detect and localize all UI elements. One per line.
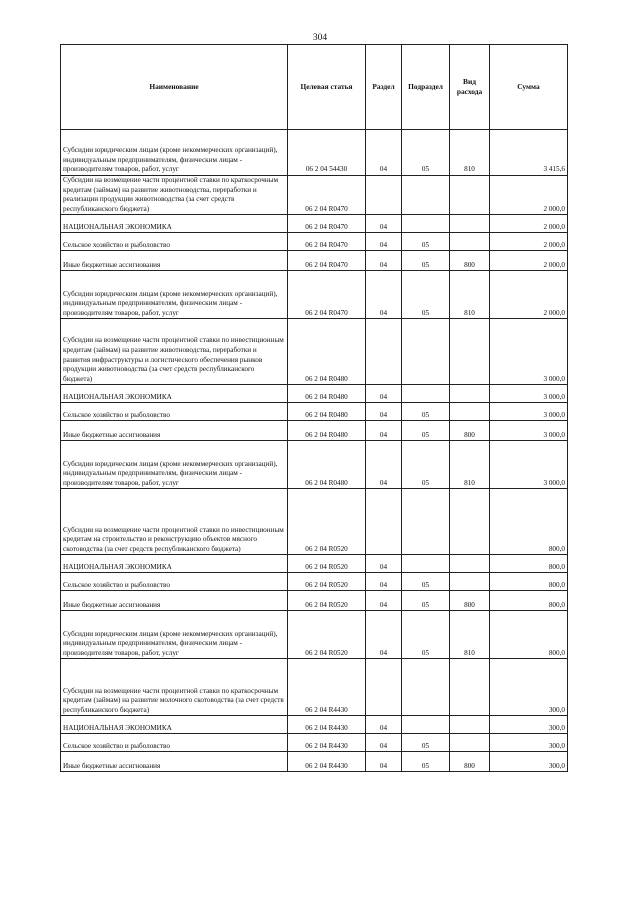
row-subsection [402, 716, 450, 734]
row-amount: 2 000,0 [490, 271, 568, 319]
table-row [61, 176, 568, 215]
table-row [61, 441, 568, 489]
row-name: Сельское хозяйство и рыболовство [61, 403, 288, 421]
row-expense-type [450, 716, 490, 734]
row-section: 04 [366, 734, 402, 752]
row-target: 06 2 04 R0520 [288, 555, 366, 573]
row-subsection [402, 659, 450, 716]
row-section: 04 [366, 271, 402, 319]
table-row [61, 659, 568, 716]
row-subsection: 05 [402, 130, 450, 176]
header-name: Наименование [61, 45, 288, 130]
row-name: Субсидии юридическим лицам (кроме некоммерческих организаций), индивидуальным предпринимателям, физическим лицам - производителям товаров, работ, услуг [61, 271, 288, 319]
row-subsection: 05 [402, 752, 450, 772]
row-name: Субсидии на возмещение части процентной ставки по краткосрочным кредитам (займам) на развитие животноводства, переработки и реализации продукции животноводства (за счет средств республиканского бюджета) [61, 176, 288, 215]
table-row [61, 271, 568, 319]
row-subsection [402, 555, 450, 573]
budget-table [60, 44, 568, 772]
row-section: 04 [366, 251, 402, 271]
row-subsection: 05 [402, 421, 450, 441]
page-number: 304 [312, 33, 328, 43]
row-subsection: 05 [402, 251, 450, 271]
row-expense-type [450, 233, 490, 251]
row-expense-type [450, 385, 490, 403]
row-expense-type [450, 489, 490, 555]
row-amount: 3 000,0 [490, 441, 568, 489]
table-row [61, 215, 568, 233]
table-row [61, 403, 568, 421]
row-target: 06 2 04 R4430 [288, 716, 366, 734]
row-amount: 3 000,0 [490, 319, 568, 385]
table-row [61, 716, 568, 734]
row-amount: 3 000,0 [490, 421, 568, 441]
row-section: 04 [366, 752, 402, 772]
header-subsection: Подраздел [402, 45, 450, 130]
table-row [61, 233, 568, 251]
row-expense-type: 810 [450, 271, 490, 319]
row-target: 06 2 04 R0470 [288, 176, 366, 215]
row-expense-type: 800 [450, 752, 490, 772]
row-expense-type: 810 [450, 611, 490, 659]
row-name: Иные бюджетные ассигнования [61, 251, 288, 271]
row-name: НАЦИОНАЛЬНАЯ ЭКОНОМИКА [61, 215, 288, 233]
row-target: 06 2 04 54430 [288, 130, 366, 176]
row-subsection [402, 176, 450, 215]
row-section: 04 [366, 421, 402, 441]
row-amount: 300,0 [490, 716, 568, 734]
row-amount: 800,0 [490, 555, 568, 573]
row-amount: 800,0 [490, 573, 568, 591]
row-subsection [402, 385, 450, 403]
table-row [61, 489, 568, 555]
row-expense-type [450, 573, 490, 591]
row-target: 06 2 04 R4430 [288, 752, 366, 772]
row-expense-type [450, 659, 490, 716]
row-subsection: 05 [402, 403, 450, 421]
row-amount: 300,0 [490, 752, 568, 772]
row-expense-type [450, 215, 490, 233]
row-target: 06 2 04 R0520 [288, 489, 366, 555]
row-amount: 2 000,0 [490, 215, 568, 233]
row-expense-type [450, 555, 490, 573]
row-subsection: 05 [402, 271, 450, 319]
table-row [61, 130, 568, 176]
row-subsection: 05 [402, 734, 450, 752]
row-expense-type [450, 403, 490, 421]
row-subsection [402, 489, 450, 555]
row-name: Иные бюджетные ассигнования [61, 421, 288, 441]
row-target: 06 2 04 R0480 [288, 403, 366, 421]
row-section [366, 176, 402, 215]
table-row [61, 319, 568, 385]
row-amount: 800,0 [490, 591, 568, 611]
row-section: 04 [366, 233, 402, 251]
row-target: 06 2 04 R0470 [288, 251, 366, 271]
table-row [61, 385, 568, 403]
row-target: 06 2 04 R0480 [288, 441, 366, 489]
row-subsection: 05 [402, 233, 450, 251]
row-target: 06 2 04 R0470 [288, 271, 366, 319]
row-expense-type: 800 [450, 251, 490, 271]
row-subsection: 05 [402, 591, 450, 611]
row-target: 06 2 04 R0480 [288, 319, 366, 385]
row-section: 04 [366, 441, 402, 489]
row-name: Субсидии на возмещение части процентной ставки по инвестиционным кредитам (займам) на развитие животноводства, переработки и развития инфраструктуры и логистического обеспечения рынков продукции животноводства (за счет средств республиканского бюджета) [61, 319, 288, 385]
row-target: 06 2 04 R0520 [288, 591, 366, 611]
row-expense-type: 810 [450, 441, 490, 489]
row-section: 04 [366, 403, 402, 421]
row-name: Иные бюджетные ассигнования [61, 752, 288, 772]
row-amount: 800,0 [490, 489, 568, 555]
row-name: Сельское хозяйство и рыболовство [61, 233, 288, 251]
row-subsection [402, 215, 450, 233]
row-section [366, 489, 402, 555]
table-row [61, 573, 568, 591]
table-header-row [61, 45, 568, 130]
row-expense-type: 800 [450, 421, 490, 441]
row-name: Иные бюджетные ассигнования [61, 591, 288, 611]
header-target: Целевая статья [288, 45, 366, 130]
row-target: 06 2 04 R0470 [288, 215, 366, 233]
row-target: 06 2 04 R4430 [288, 734, 366, 752]
row-section [366, 319, 402, 385]
row-expense-type [450, 734, 490, 752]
row-expense-type: 800 [450, 591, 490, 611]
row-expense-type: 810 [450, 130, 490, 176]
row-name: Субсидии юридическим лицам (кроме некоммерческих организаций), индивидуальным предпринимателям, физическим лицам - производителям товаров, работ, услуг [61, 441, 288, 489]
row-amount: 2 000,0 [490, 233, 568, 251]
row-subsection: 05 [402, 573, 450, 591]
row-name: НАЦИОНАЛЬНАЯ ЭКОНОМИКА [61, 385, 288, 403]
row-section: 04 [366, 591, 402, 611]
row-target: 06 2 04 R0520 [288, 573, 366, 591]
row-target: 06 2 04 R0470 [288, 233, 366, 251]
row-amount: 3 000,0 [490, 385, 568, 403]
row-target: 06 2 04 R0520 [288, 611, 366, 659]
row-target: 06 2 04 R0480 [288, 385, 366, 403]
row-subsection: 05 [402, 441, 450, 489]
header-section: Раздел [366, 45, 402, 130]
row-section [366, 659, 402, 716]
row-name: НАЦИОНАЛЬНАЯ ЭКОНОМИКА [61, 555, 288, 573]
row-name: НАЦИОНАЛЬНАЯ ЭКОНОМИКА [61, 716, 288, 734]
table-row [61, 752, 568, 772]
row-section: 04 [366, 130, 402, 176]
row-name: Субсидии на возмещение части процентной ставки по инвестиционным кредитам на строительство и реконструкцию объектов мясного скотоводства (за счет средств республиканского бюджета) [61, 489, 288, 555]
row-subsection [402, 319, 450, 385]
row-amount: 300,0 [490, 659, 568, 716]
row-section: 04 [366, 555, 402, 573]
table-row [61, 421, 568, 441]
row-amount: 2 000,0 [490, 176, 568, 215]
row-name: Сельское хозяйство и рыболовство [61, 573, 288, 591]
header-expense-type: Вид расхода [450, 45, 490, 130]
row-amount: 300,0 [490, 734, 568, 752]
row-section: 04 [366, 385, 402, 403]
row-name: Субсидии юридическим лицам (кроме некоммерческих организаций), индивидуальным предпринимателям, физическим лицам - производителям товаров, работ, услуг [61, 611, 288, 659]
row-name: Субсидии юридическим лицам (кроме некоммерческих организаций), индивидуальным предпринимателям, физическим лицам - производителям товаров, работ, услуг [61, 130, 288, 176]
row-section: 04 [366, 215, 402, 233]
row-amount: 3 000,0 [490, 403, 568, 421]
row-subsection: 05 [402, 611, 450, 659]
row-amount: 2 000,0 [490, 251, 568, 271]
table-row [61, 555, 568, 573]
row-section: 04 [366, 573, 402, 591]
row-target: 06 2 04 R0480 [288, 421, 366, 441]
row-name: Сельское хозяйство и рыболовство [61, 734, 288, 752]
row-expense-type [450, 319, 490, 385]
table-row [61, 611, 568, 659]
row-amount: 800,0 [490, 611, 568, 659]
header-amount: Сумма [490, 45, 568, 130]
row-name: Субсидии на возмещение части процентной ставки по краткосрочным кредитам (займам) на развитие молочного скотоводства (за счет средств республиканского бюджета) [61, 659, 288, 716]
row-expense-type [450, 176, 490, 215]
table-row [61, 251, 568, 271]
row-section: 04 [366, 611, 402, 659]
row-amount: 3 415,6 [490, 130, 568, 176]
table-row [61, 734, 568, 752]
row-section: 04 [366, 716, 402, 734]
row-target: 06 2 04 R4430 [288, 659, 366, 716]
table-row [61, 591, 568, 611]
